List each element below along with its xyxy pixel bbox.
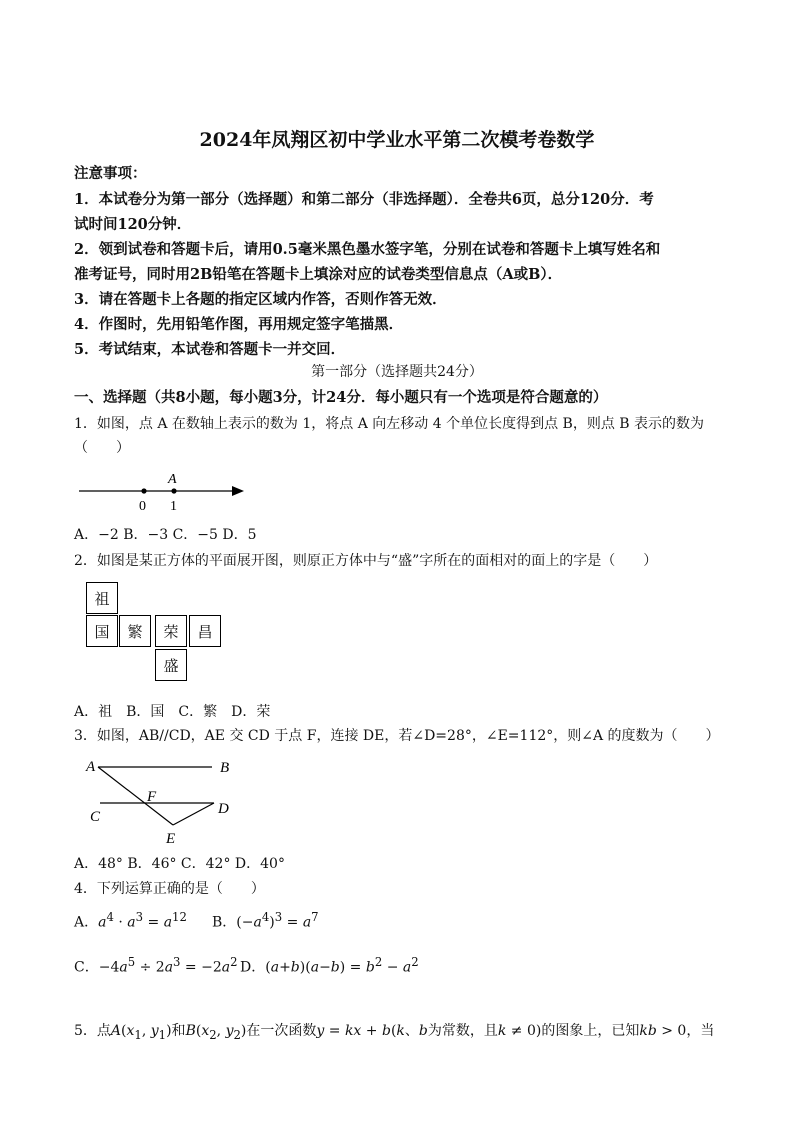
net-cell-top: 祖 (86, 582, 118, 614)
net-cell-2: 繁 (119, 615, 151, 647)
notice-item-5: 5．考试结束，本试卷和答题卡一并交回． (74, 341, 346, 358)
q4-option-d: D．$(a+b)(a-b) = b^2 - a^2$ (240, 955, 419, 976)
net-cell-4: 昌 (189, 615, 221, 647)
q4-option-c: C．$-4a^5 \div 2a^3 = -2a^2$ (74, 955, 238, 976)
net-cell-bottom: 盛 (155, 649, 187, 681)
section-heading: 一、选择题（共8小题，每小题3分，计24分．每小题只有一个选项是符合题意的） (74, 389, 608, 406)
point-a-label: A (168, 472, 177, 487)
q2-options: A．祖 B．国 C．繁 D．荣 (74, 704, 271, 720)
q1-number-line (74, 470, 254, 520)
notice-item-2a: 2．领到试卷和答题卡后，请用0.5毫米黑色墨水签字笔，分别在试卷和答题卡上填写姓名和 (74, 241, 661, 258)
q5-prefix: 5．点 (74, 1023, 111, 1039)
q3-options: A．48° B．46° C．42° D．40° (74, 856, 285, 872)
q4-option-c-label: C． (74, 959, 99, 976)
q3-stem: 3．如图，AB//CD，AE 交 CD 于点 F，连接 DE，若∠D=28°，∠E=112°，则∠A 的度数为（ ） (74, 728, 720, 744)
label-c: C (90, 809, 101, 825)
q4-stem: 4．下列运算正确的是（ ） (74, 881, 265, 897)
q4-option-d-label: D． (240, 959, 266, 976)
point-a (171, 488, 176, 493)
q4-option-a: A．$a^4 \cdot a^3 = a^{12}$ (74, 910, 187, 931)
line-ae (98, 767, 173, 825)
q4-option-b-label: B． (212, 914, 237, 931)
label-f: F (147, 789, 157, 805)
q5-tail: 的图象上，已知 (541, 1023, 640, 1039)
notice-item-1b: 试时间120分钟． (74, 216, 192, 233)
q5-end: ，当 (686, 1023, 715, 1039)
origin-point (141, 488, 146, 493)
q1-stem: 1．如图，点 A 在数轴上表示的数为 1，将点 A 向左移动 4 个单位长度得到点 B，则点 B 表示的数为 (74, 416, 705, 432)
net-cell-1: 国 (86, 615, 118, 647)
q4-option-b: B．$(-a^4)^3 = a^7$ (212, 910, 319, 931)
part1-title: 第一部分（选择题共24分） (311, 364, 483, 380)
notice-item-3: 3．请在答题卡上各题的指定区域内作答，否则作答无效． (74, 291, 447, 308)
notice-item-1a: 1．本试卷分为第一部分（选择题）和第二部分（非选择题）．全卷共6页，总分120分．考 (74, 191, 654, 208)
q1-stem-paren: （ ） (74, 440, 130, 456)
notice-heading: 注意事项： (74, 165, 147, 182)
page-title: 2024年凤翔区初中学业水平第二次模考卷数学 (199, 129, 595, 151)
notice-item-2b: 准考证号，同时用2B铅笔在答题卡上填涂对应的试卷类型信息点（A或B）． (74, 266, 563, 283)
label-b: B (220, 760, 230, 776)
q3-figure (80, 757, 260, 847)
q4-option-a-label: A． (74, 914, 99, 931)
label-e: E (166, 831, 176, 847)
q2-stem: 2．如图是某正方体的平面展开图，则原正方体中与“盛”字所在的面相对的面上的字是（ ） (74, 553, 658, 569)
line-de (173, 803, 214, 825)
tick-label-0: 0 (139, 499, 146, 514)
tick-label-1: 1 (170, 499, 177, 514)
q5-stem: 5．点$A(x_1$, $y_1$)和$B(x_2$, $y_2$)在一次函数y = kx + b(k、b为常数，且k ≠ 0)的图象上，已知kb > 0，当 (74, 1023, 715, 1042)
label-a: A (86, 759, 96, 775)
net-cell-3: 荣 (155, 615, 187, 647)
label-d: D (218, 801, 229, 817)
notice-item-4: 4．作图时，先用铅笔作图，再用规定签字笔描黑． (74, 316, 404, 333)
q1-options: A．−2 B．−3 C．−5 D．5 (74, 527, 257, 543)
